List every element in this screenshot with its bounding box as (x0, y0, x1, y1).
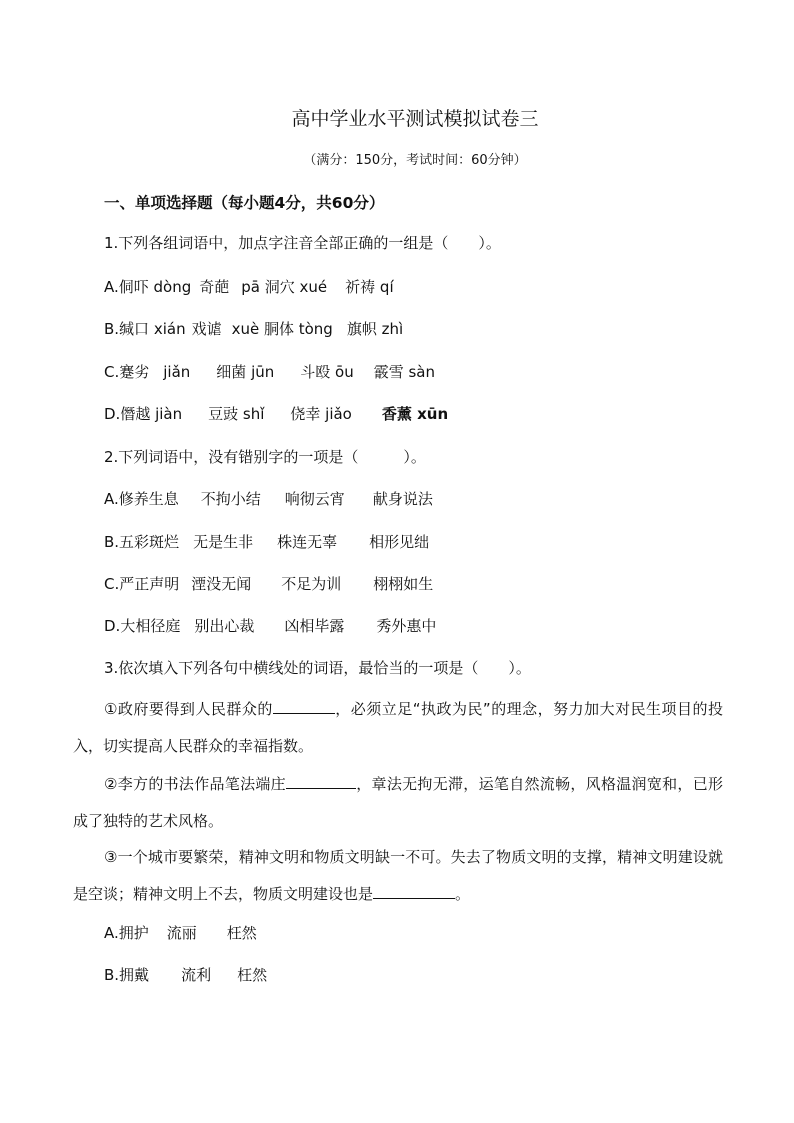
option-segment: 枉然 (226, 924, 257, 942)
option-segment: 流丽 (166, 924, 197, 942)
fill-blank (373, 884, 455, 899)
option-segment: A.侗吓 dòng (104, 278, 192, 296)
option-segment: B.五彩斑烂 (104, 533, 180, 551)
option-segment: 秀外惠中 (376, 617, 437, 635)
option-segment: 湮没无闻 (191, 575, 252, 593)
option-segment: 枉然 (237, 966, 268, 984)
fill-blank (273, 699, 335, 714)
option-segment: 霰雪 sàn (373, 363, 435, 381)
option-segment: 株连无辜 (277, 533, 338, 551)
option-segment: 细菌 jūn (216, 363, 275, 381)
option-segment: 斗殴 ōu (300, 363, 354, 381)
option-segment: 栩栩如生 (373, 575, 434, 593)
option-segment: A.修养生息 (104, 490, 179, 508)
question-1-stem: 1.下列各组词语中，加点字注音全部正确的一组是（ ）。 (104, 234, 501, 252)
question-3-option-b (104, 964, 267, 985)
question-1-option-c (104, 361, 435, 382)
option-segment: 祈祷 qí (345, 278, 394, 296)
exam-subtitle: （满分：150分，考试时间：60分钟） (303, 153, 527, 168)
option-segment: jiǎn (163, 363, 191, 381)
option-segment: 戏谑 (191, 320, 222, 338)
option-segment: D.大相径庭 (104, 617, 181, 635)
question-1-option-d (104, 403, 448, 424)
option-segment: 相形见绌 (369, 533, 430, 551)
option-segment: xuè 胴体 tòng (231, 320, 333, 338)
option-segment: D.僭越 jiàn (104, 405, 183, 423)
fill-blank (286, 774, 356, 789)
option-segment: 无是生非 (193, 533, 254, 551)
sentence-text: ②李方的书法作品笔法端庄 (104, 775, 286, 793)
exam-title: 高中学业水平测试模拟试卷三 (291, 108, 539, 130)
question-3-option-a (104, 922, 257, 943)
option-segment: 香薰 xūn (381, 405, 449, 423)
option-segment: 不拘小结 (200, 490, 261, 508)
option-segment: 旗帜 zhì (346, 320, 404, 338)
option-segment: 响彻云宵 (284, 490, 345, 508)
question-2-option-b (104, 531, 429, 552)
option-segment: 不足为训 (281, 575, 342, 593)
sentence-text: ①政府要得到人民群众的 (104, 700, 273, 718)
option-segment: C.蹇劣 (104, 363, 150, 381)
question-2-option-c (104, 573, 433, 594)
option-segment: 献身说法 (372, 490, 433, 508)
question-1-option-b (104, 318, 403, 339)
question-1-option-a (104, 276, 394, 297)
sentence-text: 。 (455, 885, 471, 903)
option-segment: 豆豉 shǐ (208, 405, 265, 423)
question-2-option-d (104, 615, 436, 636)
option-segment: pā 洞穴 xué (241, 278, 328, 296)
option-segment: 流利 (181, 966, 212, 984)
question-3-stem: 3.依次填入下列各句中横线处的词语，最恰当的一项是（ ）。 (104, 659, 531, 677)
option-segment: A.拥护 (104, 924, 149, 942)
sentence-text: ，章法无拘无滞，运笔自然流畅，风格温润宽和，已形成了独特的艺术风格。 (73, 775, 723, 830)
question-2-stem: 2.下列词语中，没有错别字的一项是（ ）。 (104, 448, 426, 466)
option-segment: 侥幸 jiǎo (290, 405, 352, 423)
question-3-sentence-1 (73, 691, 723, 765)
option-segment: 奇葩 (199, 278, 230, 296)
option-segment: 凶相毕露 (284, 617, 345, 635)
sentence-text: ，必须立足“执政为民”的理念，努力加大对民生项目的投入，切实提高人民群众的幸福指数。 (73, 700, 724, 755)
option-segment: B.拥戴 (104, 966, 150, 984)
sentence-text: ③一个城市要繁荣，精神文明和物质文明缺一不可。失去了物质文明的支撑，精神文明建设就是空谈；精神文明上不去，物质文明建设也是 (73, 848, 723, 903)
option-segment: 别出心裁 (194, 617, 255, 635)
option-segment: C.严正声明 (104, 575, 180, 593)
section-heading: 一、单项选择题（每小题4分，共60分） (104, 194, 385, 212)
question-3-sentence-3 (73, 839, 723, 913)
question-3-sentence-2 (73, 766, 723, 840)
option-segment: B.缄口 xián (104, 320, 186, 338)
question-2-option-a (104, 488, 433, 509)
